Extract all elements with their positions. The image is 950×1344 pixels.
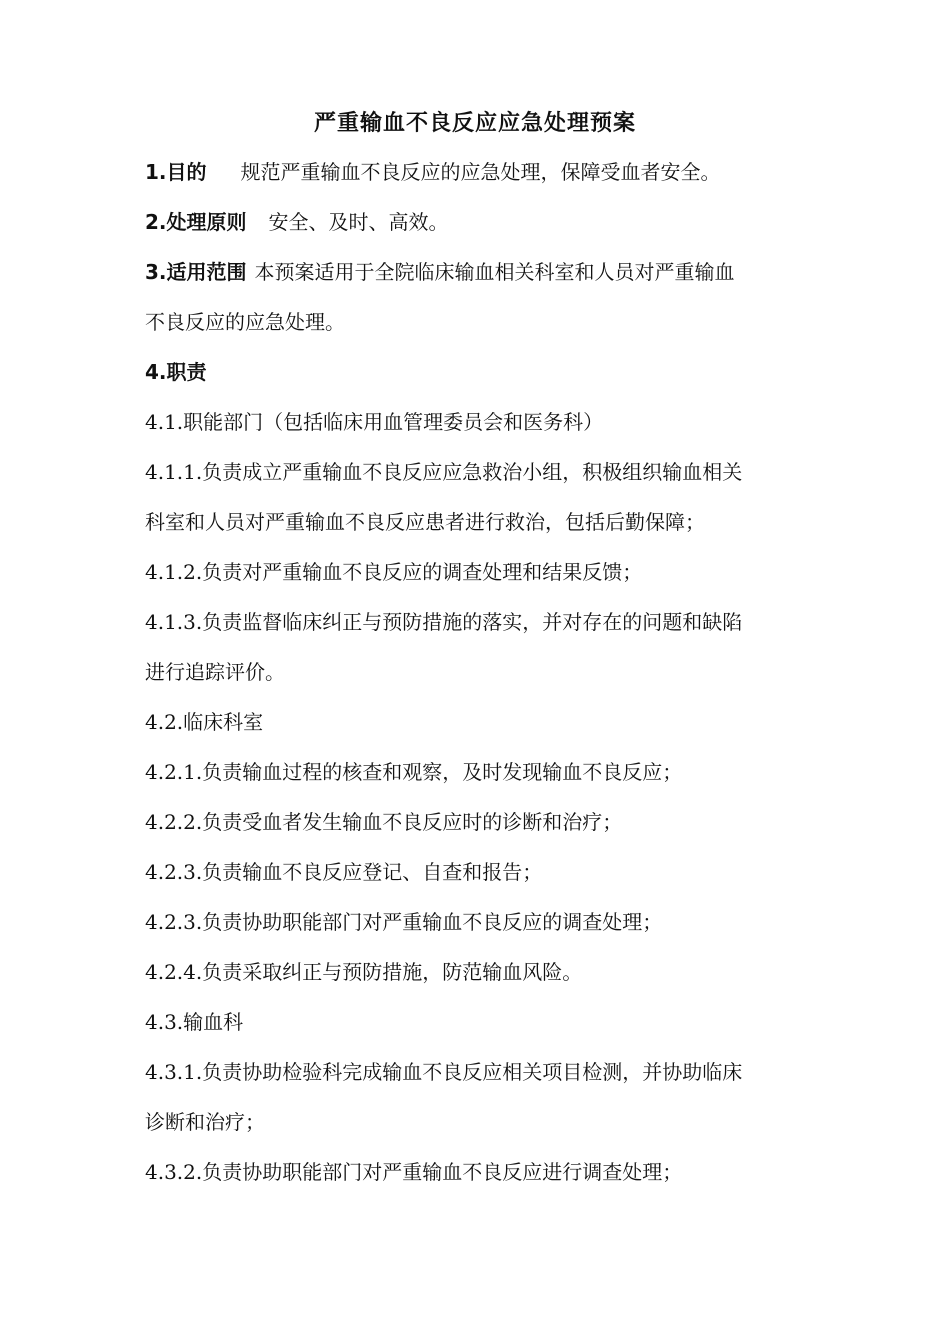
paragraph-line: 4.3.1.负责协助检验科完成输血不良反应相关项目检测，并协助临床 xyxy=(145,1060,743,1084)
section-scope-continued: 不良反应的应急处理。 xyxy=(145,310,345,334)
paragraph-line: 4.1.1.负责成立严重输血不良反应应急救治小组，积极组织输血相关 xyxy=(145,460,743,484)
paragraph-line: 4.2.临床科室 xyxy=(145,710,264,734)
section-heading: 1.目的 xyxy=(145,160,207,184)
paragraph-line: 4.2.2.负责受血者发生输血不良反应时的诊断和治疗； xyxy=(145,810,623,834)
section-text: 规范严重输血不良反应的应急处理，保障受血者安全。 xyxy=(240,160,721,184)
document-body xyxy=(145,147,815,1197)
paragraph-line: 4.2.3.负责协助职能部门对严重输血不良反应的调查处理； xyxy=(145,910,663,934)
paragraph-line: 4.3.2.负责协助职能部门对严重输血不良反应进行调查处理； xyxy=(145,1160,683,1184)
section-heading: 2.处理原则 xyxy=(145,210,247,234)
section-scope xyxy=(145,247,815,297)
section-text: 安全、及时、高效。 xyxy=(268,210,449,234)
section-principle xyxy=(145,197,815,247)
paragraph-line: 4.2.4.负责采取纠正与预防措施，防范输血风险。 xyxy=(145,960,583,984)
section-purpose xyxy=(145,147,815,197)
paragraph-line: 4.1.职能部门（包括临床用血管理委员会和医务科） xyxy=(145,410,604,434)
section-heading: 4.职责 xyxy=(145,360,207,384)
paragraph-line: 诊断和治疗； xyxy=(145,1110,265,1134)
document-title: 严重输血不良反应应急处理预案 xyxy=(313,111,636,136)
section-duty xyxy=(145,347,815,397)
paragraph-line: 4.1.3.负责监督临床纠正与预防措施的落实，并对存在的问题和缺陷 xyxy=(145,610,743,634)
paragraph-line: 4.1.2.负责对严重输血不良反应的调查处理和结果反馈； xyxy=(145,560,643,584)
paragraph-line: 4.3.输血科 xyxy=(145,1010,244,1034)
paragraph-line: 进行追踪评价。 xyxy=(145,660,285,684)
paragraph-line: 4.2.1.负责输血过程的核查和观察，及时发现输血不良反应； xyxy=(145,760,683,784)
paragraph-line: 4.2.3.负责输血不良反应登记、自查和报告； xyxy=(145,860,543,884)
paragraph-line: 科室和人员对严重输血不良反应患者进行救治，包括后勤保障； xyxy=(145,510,705,534)
section-heading: 3.适用范围 xyxy=(145,260,247,284)
section-text: 本预案适用于全院临床输血相关科室和人员对严重输血 xyxy=(254,260,735,284)
